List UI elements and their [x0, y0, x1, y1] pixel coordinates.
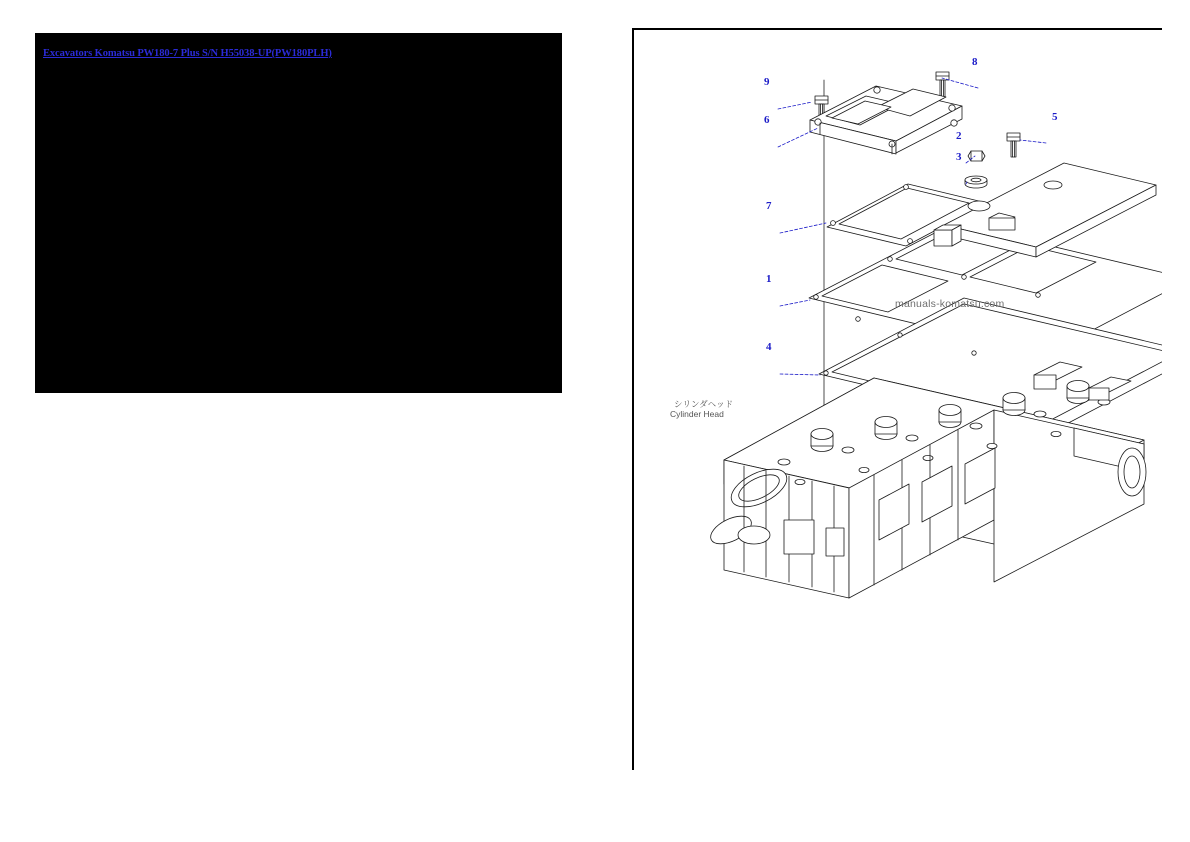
callout-5: 5 [1052, 111, 1058, 123]
component-caption-en: Cylinder Head [670, 409, 724, 419]
watermark-text: manuals-komatsu.com [895, 298, 1005, 310]
callout-9: 9 [764, 76, 770, 88]
cylinder-head-casting [706, 362, 1146, 598]
bolt-item-5 [1007, 133, 1020, 157]
callout-8: 8 [972, 56, 978, 68]
catalog-title-link[interactable]: Excavators Komatsu PW180-7 Plus S/N H55038-UP(PW180PLH) [43, 48, 332, 59]
parts-diagram-panel [632, 28, 1162, 770]
preview-image-panel [35, 33, 562, 393]
washer-item-3 [965, 176, 987, 188]
bolt-item-8 [936, 72, 949, 97]
callout-2: 2 [956, 130, 962, 142]
component-caption-jp: シリンダヘッド [674, 399, 734, 409]
callout-7: 7 [766, 200, 772, 212]
callout-3: 3 [956, 151, 962, 163]
callout-4: 4 [766, 341, 772, 353]
callout-1: 1 [766, 273, 772, 285]
cover-item-6 [810, 86, 962, 154]
callout-6: 6 [764, 114, 770, 126]
